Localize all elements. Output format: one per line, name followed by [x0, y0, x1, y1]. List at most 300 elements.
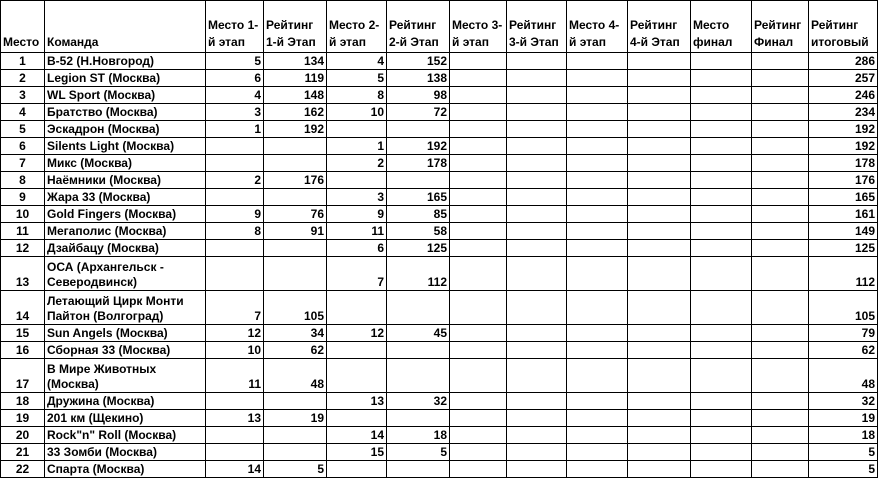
team-name-cell: ОСА (Архангельск - Северодвинск): [45, 257, 206, 291]
table-row: [1, 121, 878, 138]
stage-value-cell: [752, 359, 809, 393]
stage-value-cell: [628, 121, 691, 138]
stage-value-cell: 5: [206, 53, 264, 70]
stage-value-cell: [327, 342, 387, 359]
stage-value-cell: [567, 138, 628, 155]
stage-value-cell: [567, 410, 628, 427]
stage-value-cell: [752, 189, 809, 206]
stage-value-cell: 138: [387, 70, 450, 87]
stage-value-cell: 10: [327, 104, 387, 121]
stage-value-cell: 58: [387, 223, 450, 240]
col-header-team: Команда: [45, 1, 206, 53]
table-row: [1, 172, 878, 189]
stage-value-cell: 85: [387, 206, 450, 223]
stage-value-cell: 165: [387, 189, 450, 206]
stage-value-cell: [752, 87, 809, 104]
total-rating-cell: 165: [809, 189, 878, 206]
stage-value-cell: [567, 155, 628, 172]
col-header-stage3-place: Место 3-й этап: [450, 1, 507, 53]
team-name-cell: Silents Light (Москва): [45, 138, 206, 155]
place-cell: 19: [1, 410, 45, 427]
stage-value-cell: [691, 461, 752, 478]
stage-value-cell: [752, 70, 809, 87]
stage-value-cell: 105: [264, 291, 327, 325]
stage-value-cell: [507, 155, 567, 172]
stage-value-cell: [628, 410, 691, 427]
stage-value-cell: [507, 410, 567, 427]
stage-value-cell: [206, 444, 264, 461]
stage-value-cell: [752, 104, 809, 121]
stage-value-cell: 14: [206, 461, 264, 478]
col-header-stage2-place: Место 2-й этап: [327, 1, 387, 53]
total-rating-cell: 246: [809, 87, 878, 104]
stage-value-cell: [691, 104, 752, 121]
team-name-cell: Жара 33 (Москва): [45, 189, 206, 206]
table-row: [1, 53, 878, 70]
stage-value-cell: 6: [327, 240, 387, 257]
stage-value-cell: [387, 342, 450, 359]
stage-value-cell: [450, 70, 507, 87]
stage-value-cell: 2: [206, 172, 264, 189]
team-name-cell: Спарта (Москва): [45, 461, 206, 478]
stage-value-cell: [450, 240, 507, 257]
stage-value-cell: [691, 342, 752, 359]
col-header-stage1-rating: Рейтинг 1-й Этап: [264, 1, 327, 53]
total-rating-cell: 149: [809, 223, 878, 240]
stage-value-cell: [567, 325, 628, 342]
stage-value-cell: 9: [206, 206, 264, 223]
stage-value-cell: [691, 87, 752, 104]
stage-value-cell: [507, 223, 567, 240]
col-header-stage2-rating: Рейтинг 2-й Этап: [387, 1, 450, 53]
stage-value-cell: [567, 87, 628, 104]
place-cell: 13: [1, 257, 45, 291]
stage-value-cell: [752, 138, 809, 155]
stage-value-cell: [567, 393, 628, 410]
stage-value-cell: [567, 342, 628, 359]
team-name-cell: Микс (Москва): [45, 155, 206, 172]
stage-value-cell: 192: [387, 138, 450, 155]
stage-value-cell: [206, 257, 264, 291]
stage-value-cell: 162: [264, 104, 327, 121]
table-row: [1, 427, 878, 444]
stage-value-cell: [628, 53, 691, 70]
stage-value-cell: 5: [264, 461, 327, 478]
stage-value-cell: [691, 444, 752, 461]
stage-value-cell: [206, 189, 264, 206]
place-cell: 17: [1, 359, 45, 393]
stage-value-cell: [691, 155, 752, 172]
stage-value-cell: 8: [327, 87, 387, 104]
stage-value-cell: 3: [206, 104, 264, 121]
stage-value-cell: [450, 461, 507, 478]
table-row: [1, 70, 878, 87]
stage-value-cell: [567, 172, 628, 189]
stage-value-cell: 134: [264, 53, 327, 70]
table-row: [1, 104, 878, 121]
stage-value-cell: [507, 70, 567, 87]
stage-value-cell: 6: [206, 70, 264, 87]
stage-value-cell: [691, 121, 752, 138]
stage-value-cell: [387, 291, 450, 325]
total-rating-cell: 192: [809, 121, 878, 138]
stage-value-cell: [567, 189, 628, 206]
stage-value-cell: [327, 359, 387, 393]
stage-value-cell: [691, 223, 752, 240]
stage-value-cell: [206, 138, 264, 155]
team-name-cell: Sun Angels (Москва): [45, 325, 206, 342]
team-name-cell: B-52 (Н.Новгород): [45, 53, 206, 70]
stage-value-cell: [387, 359, 450, 393]
stage-value-cell: [507, 342, 567, 359]
stage-value-cell: [507, 240, 567, 257]
col-header-final-place: Место финал: [691, 1, 752, 53]
stage-value-cell: [264, 393, 327, 410]
stage-value-cell: [567, 53, 628, 70]
table-row: [1, 444, 878, 461]
team-name-cell: Rock"n" Roll (Москва): [45, 427, 206, 444]
stage-value-cell: [628, 359, 691, 393]
stage-value-cell: [450, 121, 507, 138]
stage-value-cell: [752, 444, 809, 461]
stage-value-cell: [567, 444, 628, 461]
stage-value-cell: [387, 172, 450, 189]
stage-value-cell: 148: [264, 87, 327, 104]
total-rating-cell: 48: [809, 359, 878, 393]
stage-value-cell: [507, 325, 567, 342]
stage-value-cell: [450, 325, 507, 342]
stage-value-cell: 62: [264, 342, 327, 359]
stage-value-cell: [691, 70, 752, 87]
stage-value-cell: [450, 155, 507, 172]
stage-value-cell: [450, 342, 507, 359]
table-row: [1, 223, 878, 240]
stage-value-cell: 1: [206, 121, 264, 138]
stage-value-cell: [691, 257, 752, 291]
stage-value-cell: [567, 206, 628, 223]
stage-value-cell: [691, 53, 752, 70]
total-rating-cell: 161: [809, 206, 878, 223]
stage-value-cell: 119: [264, 70, 327, 87]
stage-value-cell: 13: [327, 393, 387, 410]
stage-value-cell: [628, 172, 691, 189]
place-cell: 18: [1, 393, 45, 410]
table-row: [1, 189, 878, 206]
place-cell: 8: [1, 172, 45, 189]
table-row: [1, 206, 878, 223]
team-name-cell: WL Sport (Москва): [45, 87, 206, 104]
stage-value-cell: [206, 427, 264, 444]
stage-value-cell: [450, 291, 507, 325]
stage-value-cell: [264, 240, 327, 257]
stage-value-cell: [752, 172, 809, 189]
place-cell: 9: [1, 189, 45, 206]
place-cell: 12: [1, 240, 45, 257]
stage-value-cell: [752, 53, 809, 70]
stage-value-cell: [628, 342, 691, 359]
stage-value-cell: [264, 444, 327, 461]
stage-value-cell: [450, 427, 507, 444]
stage-value-cell: [327, 410, 387, 427]
col-header-stage3-rating: Рейтинг 3-й Этап: [507, 1, 567, 53]
stage-value-cell: 178: [387, 155, 450, 172]
stage-value-cell: [507, 87, 567, 104]
stage-value-cell: 125: [387, 240, 450, 257]
stage-value-cell: [567, 291, 628, 325]
place-cell: 22: [1, 461, 45, 478]
stage-value-cell: [450, 53, 507, 70]
col-header-stage4-place: Место 4-й этап: [567, 1, 628, 53]
stage-value-cell: 5: [387, 444, 450, 461]
stage-value-cell: [450, 189, 507, 206]
total-rating-cell: 18: [809, 427, 878, 444]
stage-value-cell: 91: [264, 223, 327, 240]
place-cell: 4: [1, 104, 45, 121]
stage-value-cell: [628, 257, 691, 291]
stage-value-cell: 8: [206, 223, 264, 240]
stage-value-cell: 76: [264, 206, 327, 223]
stage-value-cell: [450, 172, 507, 189]
team-name-cell: Братство (Москва): [45, 104, 206, 121]
stage-value-cell: [264, 427, 327, 444]
stage-value-cell: [327, 172, 387, 189]
stage-value-cell: [507, 121, 567, 138]
stage-value-cell: [567, 461, 628, 478]
col-header-total-rating: Рейтинг итоговый: [809, 1, 878, 53]
team-name-cell: Gold Fingers (Москва): [45, 206, 206, 223]
stage-value-cell: 15: [327, 444, 387, 461]
place-cell: 5: [1, 121, 45, 138]
stage-value-cell: [327, 461, 387, 478]
total-rating-cell: 62: [809, 342, 878, 359]
stage-value-cell: [567, 121, 628, 138]
team-name-cell: В Мире Животных (Москва): [45, 359, 206, 393]
header-row: [1, 1, 878, 53]
stage-value-cell: 152: [387, 53, 450, 70]
stage-value-cell: [507, 461, 567, 478]
stage-value-cell: 72: [387, 104, 450, 121]
stage-value-cell: [628, 393, 691, 410]
col-header-stage1-place: Место 1-й этап: [206, 1, 264, 53]
total-rating-cell: 286: [809, 53, 878, 70]
place-cell: 14: [1, 291, 45, 325]
stage-value-cell: [507, 427, 567, 444]
stage-value-cell: [752, 240, 809, 257]
stage-value-cell: 1: [327, 138, 387, 155]
stage-value-cell: 7: [327, 257, 387, 291]
stage-value-cell: [691, 325, 752, 342]
stage-value-cell: [206, 240, 264, 257]
team-name-cell: Legion ST (Москва): [45, 70, 206, 87]
stage-value-cell: [752, 393, 809, 410]
stage-value-cell: [567, 257, 628, 291]
stage-value-cell: [752, 461, 809, 478]
stage-value-cell: [628, 189, 691, 206]
stage-value-cell: 12: [327, 325, 387, 342]
stage-value-cell: [450, 257, 507, 291]
total-rating-cell: 79: [809, 325, 878, 342]
stage-value-cell: [450, 223, 507, 240]
table-row: [1, 138, 878, 155]
total-rating-cell: 178: [809, 155, 878, 172]
stage-value-cell: [507, 138, 567, 155]
stage-value-cell: 4: [327, 53, 387, 70]
stage-value-cell: 13: [206, 410, 264, 427]
stage-value-cell: [752, 410, 809, 427]
team-name-cell: Дзайбацу (Москва): [45, 240, 206, 257]
stage-value-cell: [691, 359, 752, 393]
stage-value-cell: [264, 189, 327, 206]
team-name-cell: Летающий Цирк Монти Пайтон (Волгоград): [45, 291, 206, 325]
stage-value-cell: [567, 70, 628, 87]
stage-value-cell: [507, 206, 567, 223]
stage-value-cell: [691, 172, 752, 189]
col-header-place: Место: [1, 1, 45, 53]
stage-value-cell: [628, 461, 691, 478]
total-rating-cell: 257: [809, 70, 878, 87]
stage-value-cell: 176: [264, 172, 327, 189]
stage-value-cell: [752, 257, 809, 291]
stage-value-cell: [691, 393, 752, 410]
stage-value-cell: [752, 223, 809, 240]
stage-value-cell: [450, 104, 507, 121]
stage-value-cell: [507, 172, 567, 189]
stage-value-cell: [628, 87, 691, 104]
stage-value-cell: 34: [264, 325, 327, 342]
stage-value-cell: [264, 257, 327, 291]
table-row: [1, 393, 878, 410]
stage-value-cell: [450, 393, 507, 410]
team-name-cell: Сборная 33 (Москва): [45, 342, 206, 359]
total-rating-cell: 19: [809, 410, 878, 427]
place-cell: 20: [1, 427, 45, 444]
place-cell: 2: [1, 70, 45, 87]
table-row: [1, 410, 878, 427]
team-name-cell: Наёмники (Москва): [45, 172, 206, 189]
stage-value-cell: [752, 155, 809, 172]
stage-value-cell: [752, 291, 809, 325]
stage-value-cell: [507, 257, 567, 291]
stage-value-cell: [206, 393, 264, 410]
col-header-stage4-rating: Рейтинг 4-й Этап: [628, 1, 691, 53]
stage-value-cell: 45: [387, 325, 450, 342]
total-rating-cell: 5: [809, 444, 878, 461]
stage-value-cell: [327, 121, 387, 138]
stage-value-cell: [628, 138, 691, 155]
stage-value-cell: [752, 325, 809, 342]
stage-value-cell: [752, 342, 809, 359]
total-rating-cell: 112: [809, 257, 878, 291]
table-row: [1, 155, 878, 172]
stage-value-cell: 19: [264, 410, 327, 427]
place-cell: 16: [1, 342, 45, 359]
stage-value-cell: 112: [387, 257, 450, 291]
stage-value-cell: 192: [264, 121, 327, 138]
place-cell: 1: [1, 53, 45, 70]
stage-value-cell: [628, 325, 691, 342]
stage-value-cell: 3: [327, 189, 387, 206]
stage-value-cell: [628, 223, 691, 240]
stage-value-cell: [327, 291, 387, 325]
team-name-cell: 201 км (Щекино): [45, 410, 206, 427]
table-row: [1, 342, 878, 359]
stage-value-cell: [507, 291, 567, 325]
stage-value-cell: 32: [387, 393, 450, 410]
stage-value-cell: [691, 206, 752, 223]
stage-value-cell: [507, 104, 567, 121]
stage-value-cell: [507, 393, 567, 410]
stage-value-cell: 11: [327, 223, 387, 240]
stage-value-cell: [628, 444, 691, 461]
stage-value-cell: [752, 121, 809, 138]
stage-value-cell: 10: [206, 342, 264, 359]
stage-value-cell: [567, 223, 628, 240]
stage-value-cell: 18: [387, 427, 450, 444]
total-rating-cell: 176: [809, 172, 878, 189]
place-cell: 11: [1, 223, 45, 240]
total-rating-cell: 192: [809, 138, 878, 155]
stage-value-cell: [206, 155, 264, 172]
place-cell: 15: [1, 325, 45, 342]
stage-value-cell: [567, 427, 628, 444]
stage-value-cell: [691, 410, 752, 427]
stage-value-cell: [752, 427, 809, 444]
table-row: [1, 257, 878, 291]
place-cell: 3: [1, 87, 45, 104]
stage-value-cell: [628, 291, 691, 325]
stage-value-cell: [628, 70, 691, 87]
stage-value-cell: [628, 104, 691, 121]
stage-value-cell: [691, 240, 752, 257]
place-cell: 21: [1, 444, 45, 461]
total-rating-cell: 125: [809, 240, 878, 257]
place-cell: 10: [1, 206, 45, 223]
stage-value-cell: [628, 427, 691, 444]
stage-value-cell: [450, 87, 507, 104]
stage-value-cell: 7: [206, 291, 264, 325]
table-row: [1, 461, 878, 478]
stage-value-cell: [567, 104, 628, 121]
total-rating-cell: 105: [809, 291, 878, 325]
table-row: [1, 87, 878, 104]
stage-value-cell: [691, 291, 752, 325]
team-name-cell: Эскадрон (Москва): [45, 121, 206, 138]
stage-value-cell: 9: [327, 206, 387, 223]
stage-value-cell: [387, 410, 450, 427]
stage-value-cell: [567, 240, 628, 257]
stage-value-cell: [628, 240, 691, 257]
stage-value-cell: [450, 359, 507, 393]
table-row: [1, 240, 878, 257]
stage-value-cell: 48: [264, 359, 327, 393]
stage-value-cell: [264, 155, 327, 172]
team-name-cell: 33 Зомби (Москва): [45, 444, 206, 461]
stage-value-cell: [507, 359, 567, 393]
total-rating-cell: 32: [809, 393, 878, 410]
stage-value-cell: [450, 410, 507, 427]
stage-value-cell: [567, 359, 628, 393]
stage-value-cell: [691, 427, 752, 444]
stage-value-cell: [450, 206, 507, 223]
stage-value-cell: [752, 206, 809, 223]
stage-value-cell: [450, 138, 507, 155]
table-row: [1, 325, 878, 342]
stage-value-cell: 5: [327, 70, 387, 87]
stage-value-cell: [691, 189, 752, 206]
team-name-cell: Дружина (Москва): [45, 393, 206, 410]
stage-value-cell: [628, 155, 691, 172]
total-rating-cell: 234: [809, 104, 878, 121]
